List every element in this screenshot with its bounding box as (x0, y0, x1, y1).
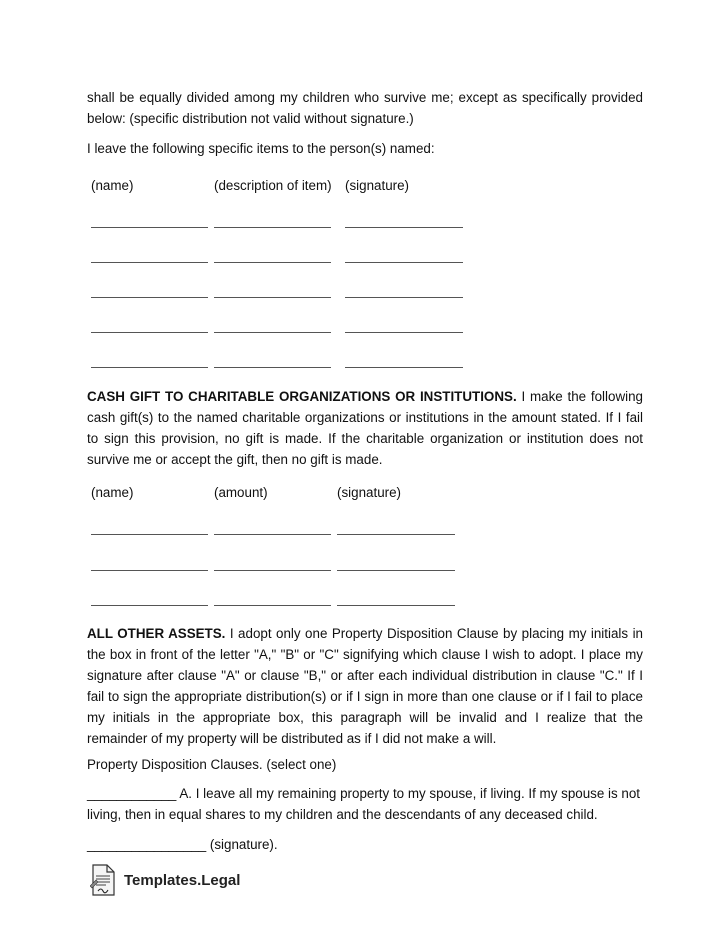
table2-signature-line[interactable] (337, 605, 455, 606)
table1-name-line[interactable] (91, 227, 208, 228)
table1-name-line[interactable] (91, 332, 208, 333)
table2-header-amount: (amount) (214, 485, 268, 500)
table1-signature-line[interactable] (345, 297, 463, 298)
table2-amount-line[interactable] (214, 570, 331, 571)
table2-name-line[interactable] (91, 570, 208, 571)
table2-name-line[interactable] (91, 534, 208, 535)
logo-text: Templates.Legal (124, 871, 241, 889)
table2-signature-line[interactable] (337, 534, 455, 535)
table2-name-line[interactable] (91, 605, 208, 606)
table1-description-line[interactable] (214, 332, 331, 333)
table1-header-description: (description of item) (214, 178, 332, 193)
signature-line: ________________ (signature). (87, 837, 278, 852)
cash-gift-heading: CASH GIFT TO CHARITABLE ORGANIZATIONS OR INSTITUTIONS. (87, 389, 517, 404)
all-other-assets-heading: ALL OTHER ASSETS. (87, 626, 226, 641)
document-icon (90, 864, 116, 896)
paragraph-all-other-assets (87, 623, 643, 749)
table2-amount-line[interactable] (214, 605, 331, 606)
table1-signature-line[interactable] (345, 367, 463, 368)
clause-a-line-2: living, then in equal shares to my children and the descendants of any deceased child. (87, 807, 598, 822)
paragraph-equal-division: shall be equally divided among my children who survive me; except as specifically provided below: (specific distribution not valid without signature.) (87, 90, 643, 126)
table1-description-line[interactable] (214, 227, 331, 228)
table1-signature-line[interactable] (345, 262, 463, 263)
table1-name-line[interactable] (91, 262, 208, 263)
paragraph-specific-items: I leave the following specific items to the person(s) named: (87, 141, 435, 156)
paragraph-cash-gift (87, 386, 643, 470)
table1-description-line[interactable] (214, 297, 331, 298)
templates-legal-logo (90, 864, 240, 896)
table1-signature-line[interactable] (345, 227, 463, 228)
table1-name-line[interactable] (91, 367, 208, 368)
all-other-assets-body: I adopt only one Property Disposition Clause by placing my initials in the box in front of the letter "A," "B" or "C" signifying which clause I wish to adopt. I place my signature after clause "A" or clause "B," or after each individual distribution in clause "C." If I fail to sign the appropriate distribution(s) or if I sign in more than one clause or if I fail to place my initials in the appropriate box, this paragraph will be invalid and I realize that the remainder of my property will be distributed as if I did not make a will. (87, 626, 643, 746)
table2-header-name: (name) (91, 485, 134, 500)
clauses-title: Property Disposition Clauses. (select one) (87, 757, 337, 772)
table2-header-signature: (signature) (337, 485, 402, 500)
table1-description-line[interactable] (214, 262, 331, 263)
clause-a-line-1: ____________ A. I leave all my remaining property to my spouse, if living. If my spouse is not (87, 786, 641, 801)
table1-description-line[interactable] (214, 367, 331, 368)
table1-signature-line[interactable] (345, 332, 463, 333)
cash-gift-body: I make the following cash gift(s) to the named charitable organizations or institutions in the amount stated. If I fail to sign this provision, no gift is made. If the charitable organization or institution does not survive me or accept the gift, then no gift is made. (87, 389, 643, 467)
table2-amount-line[interactable] (214, 534, 331, 535)
table2-signature-line[interactable] (337, 570, 455, 571)
table1-header-signature: (signature) (345, 178, 410, 193)
table1-name-line[interactable] (91, 297, 208, 298)
table1-header-name: (name) (91, 178, 134, 193)
